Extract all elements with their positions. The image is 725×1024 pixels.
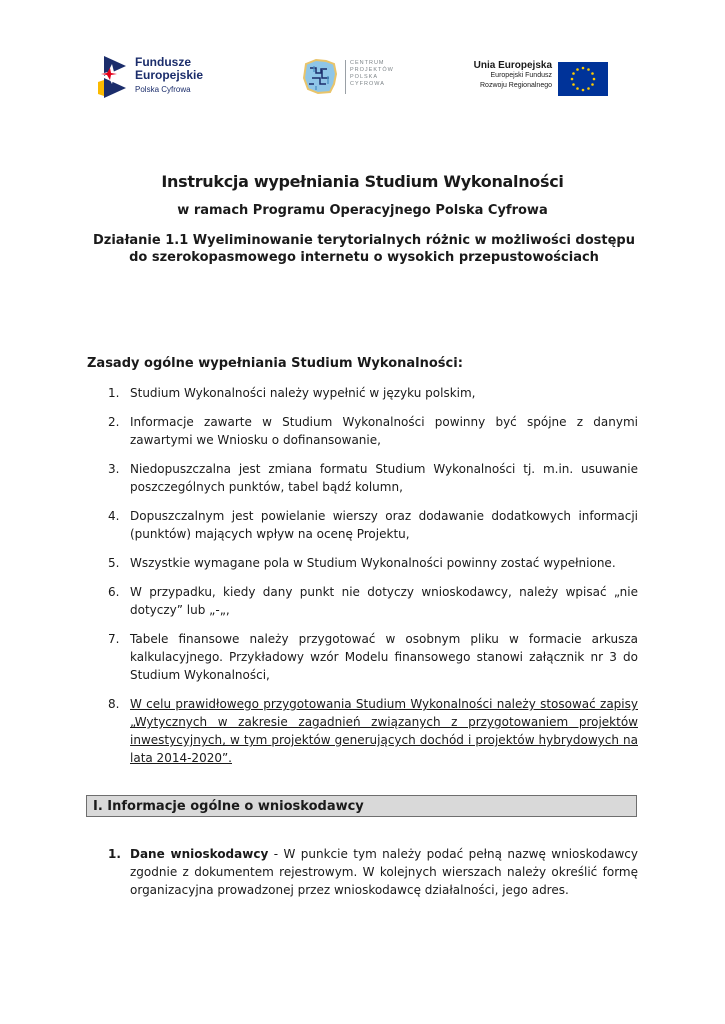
definition-item [108, 845, 638, 899]
action-heading: Działanie 1.1 Wyeliminowanie terytorialnych różnic w możliwości dostępu do szerokopasmowego internetu o wysokich przepustowościach [92, 233, 635, 265]
definition-number: 1. [108, 847, 121, 861]
cpp-line-2: PROJEKTÓW [350, 67, 394, 73]
list-item-text: Studium Wykonalności należy wypełnić w języku polskim, [130, 386, 476, 400]
ue-title: Unia Europejska [473, 60, 552, 71]
document-subtitle: w ramach Programu Operacyjnego Polska Cyfrowa [177, 203, 548, 218]
list-item-number: 2. [108, 415, 120, 429]
ue-sub-1: Europejski Fundusz [490, 72, 552, 79]
list-item-text: Informacje zawarte w Studium Wykonalności powinny być spójne z danymi zawartymi we Wniosku o dofinansowanie, [130, 415, 638, 447]
list-item [108, 630, 638, 684]
cpp-line-4: CYFROWA [350, 81, 385, 87]
list-item [108, 583, 638, 619]
unia-europejska-logo [452, 56, 612, 100]
eu-flag-icon [558, 62, 608, 96]
fe-line2: Europejskie [135, 68, 204, 82]
fe-sub: Polska Cyfrowa [135, 85, 191, 94]
list-item-number: 1. [108, 386, 120, 400]
list-item-text: W przypadku, kiedy dany punkt nie dotyczy wnioskodawcy, należy wpisać „nie dotyczy” lub „-„, [130, 585, 638, 617]
list-item-number: 6. [108, 585, 120, 599]
cpp-divider [345, 60, 346, 94]
list-item-number: 4. [108, 509, 120, 523]
rules-heading: Zasady ogólne wypełniania Studium Wykonalności: [87, 356, 463, 371]
list-item-text: Wszystkie wymagane pola w Studium Wykonalności powinny zostać wypełnione. [130, 556, 616, 570]
definition-term: Dane wnioskodawcy [130, 847, 269, 861]
ue-sub-2: Rozwoju Regionalnego [480, 82, 552, 89]
rules-list [108, 384, 638, 778]
list-item-text: Tabele finansowe należy przygotować w osobnym pliku w formacie arkusza kalkulacyjnego. Przykładowy wzór Modelu finansowego stanowi załącznik nr 3 do Studium Wykonalności, [130, 632, 638, 682]
fe-text [135, 56, 203, 94]
cpp-line-3: POLSKA [350, 74, 379, 80]
list-item [108, 695, 638, 767]
fe-line1: Fundusze [135, 55, 191, 69]
document-title: Instrukcja wypełniania Studium Wykonalności [161, 172, 564, 191]
logo-bar [0, 42, 725, 112]
fe-star-icon [98, 52, 130, 102]
list-item-number: 3. [108, 462, 120, 476]
list-item-number: 5. [108, 556, 120, 570]
ue-text [456, 60, 552, 91]
definition-text: - W punkcie tym należy podać pełną nazwę wnioskodawcy zgodnie z dokumentem rejestrowym. W kolejnych wierszach należy określić formę organizacyjna prowadzonej przez wnioskodawcę działalności, jego adres. [130, 847, 638, 897]
list-item [108, 413, 638, 449]
list-item-number: 7. [108, 632, 120, 646]
cpp-text [350, 60, 394, 88]
list-item [108, 384, 638, 402]
list-item [108, 507, 638, 543]
list-item-number: 8. [108, 697, 120, 711]
centrum-projektow-logo [300, 56, 410, 100]
poland-map-icon [300, 56, 340, 96]
list-item [108, 460, 638, 496]
list-item [108, 554, 638, 572]
section-heading-box: I. Informacje ogólne o wnioskodawcy [86, 795, 637, 817]
fundusze-europejskie-logo [98, 52, 228, 104]
cpp-line-1: CENTRUM [350, 60, 385, 66]
list-item-text: Niedopuszczalna jest zmiana formatu Studium Wykonalności tj. m.in. usuwanie poszczególnych punktów, tabel bądź kolumn, [130, 462, 638, 494]
list-item-text: Dopuszczalnym jest powielanie wierszy oraz dodawanie dodatkowych informacji (punktów) mających wpływ na ocenę Projektu, [130, 509, 638, 541]
list-item-text: W celu prawidłowego przygotowania Studium Wykonalności należy stosować zapisy „Wytycznych w zakresie zagadnień związanych z przygotowaniem projektów inwestycyjnych, w tym projektów generujących dochód i projektów hybrydowych na lata 2014-2020”. [130, 697, 638, 765]
